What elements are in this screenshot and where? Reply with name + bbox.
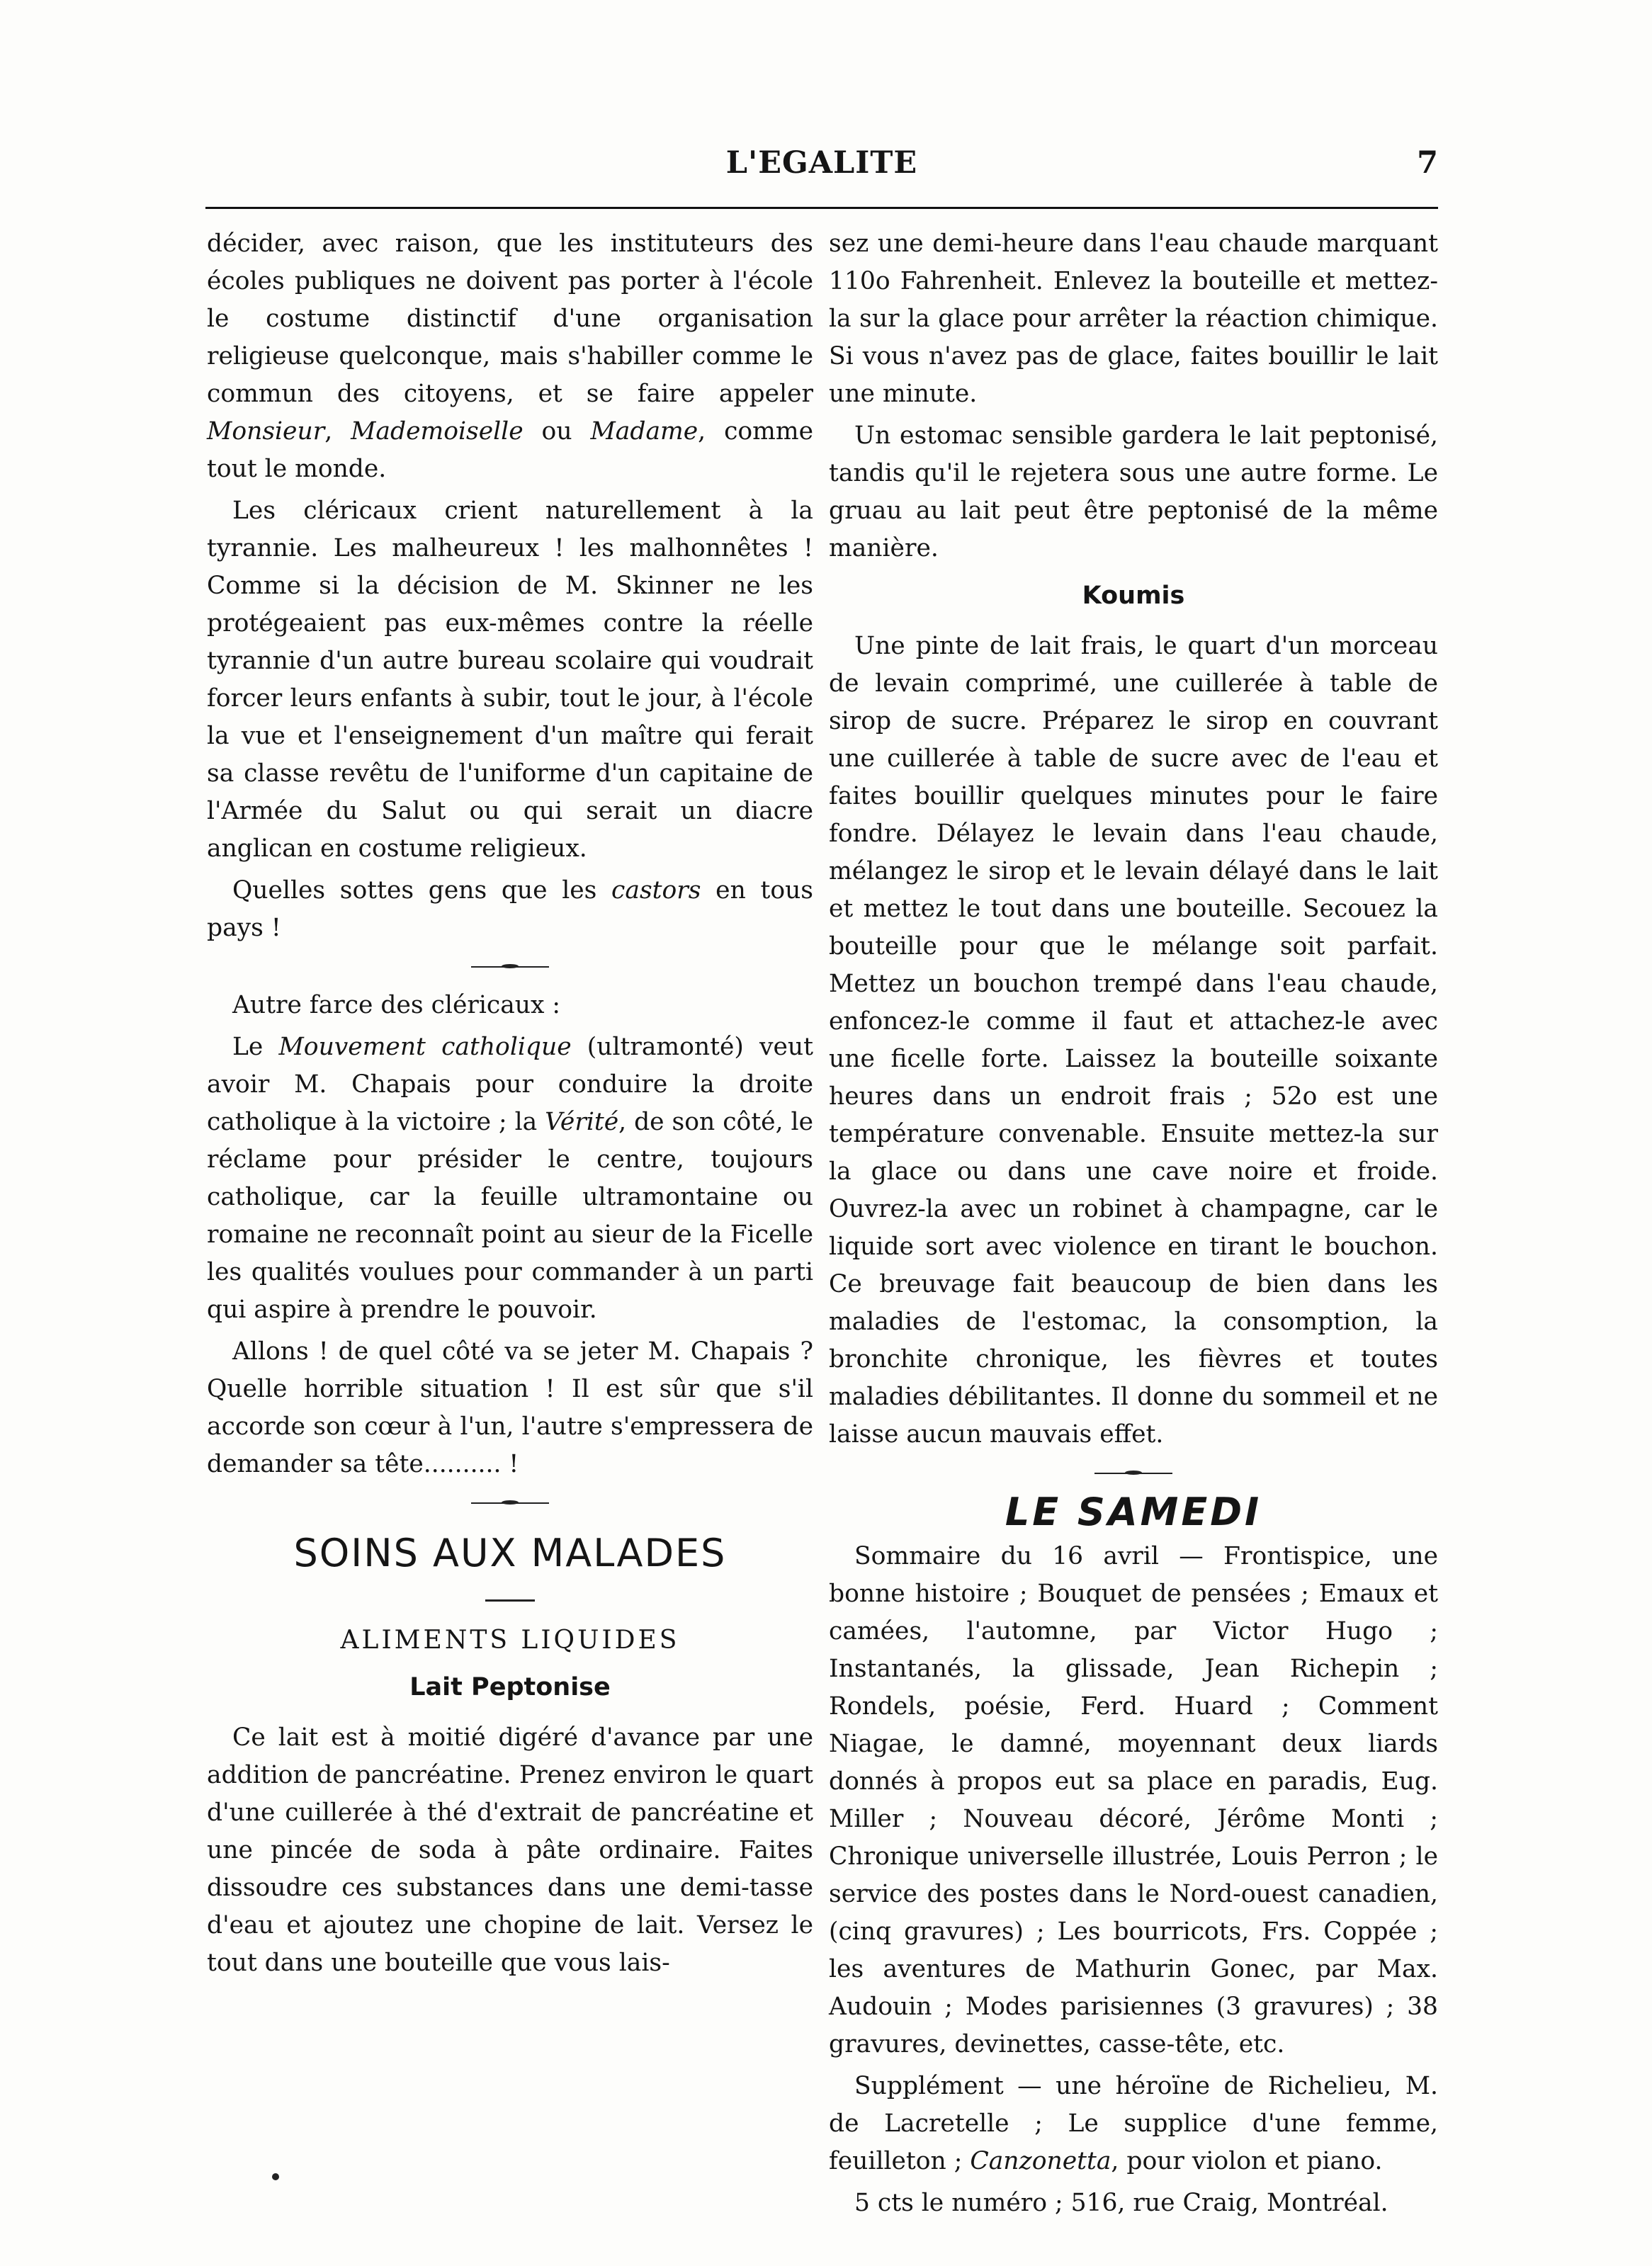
rule-line <box>485 1599 535 1602</box>
left-column <box>207 225 813 1986</box>
page-number: 7 <box>1417 145 1438 181</box>
article-heading: Koumis <box>1082 582 1185 610</box>
italic-text: castors <box>611 876 701 905</box>
article-heading: Lait Peptonise <box>409 1673 611 1701</box>
text-span: Le <box>232 1033 264 1061</box>
text-span: , comme tout le monde. <box>207 417 814 483</box>
italic-text: Mademoiselle <box>351 417 524 446</box>
section-title: SOINS AUX MALADES <box>293 1531 727 1575</box>
short-rule <box>207 1586 813 1614</box>
separator-line <box>471 1502 549 1504</box>
article-paragraph <box>207 1029 813 1329</box>
article-paragraph: sez une demi-heure dans l'eau chaude marquant 110o Fahrenheit. Enlevez la bouteille et mettez-la sur la glace pour arrêter la réaction chimique. Si vous n'avez pas de glace, faites bouillir le lait une minute. <box>829 230 1438 408</box>
article-paragraph: Une pinte de lait frais, le quart d'un morceau de levain comprimé, une cuillerée à table de sirop de sucre. Préparez le sirop en couvrant une cuillerée à table de sucre avec de l'eau et faites bouillir quelques minutes pour le faire fondre. Délayez le levain dans l'eau chaude, mélangez le sirop et le levain délayé dans le lait et mettez le tout dans une bouteille. Secouez la bouteille pour que le mélange soit parfait. Mettez un bouchon trempé dans l'eau chaude, enfoncez-le comme il faut et attachez-le avec une ficelle forte. Laissez la bouteille soixante heures dans un endroit frais ; 52o est une température convenable. Ensuite mettez-la sur la glace ou dans une cave noire et froide. Ouvrez-la avec un robinet à champagne, car le liquide sort avec violence en tirant le bouchon. Ce breuvage fait beaucoup de bien dans les maladies de l'estomac, la consomption, la bronchite chronique, les fièvres et toutes maladies débilitantes. Il donne du sommeil et ne laisse aucun mauvais effet. <box>829 632 1438 1449</box>
article-paragraph: Allons ! de quel côté va se jeter M. Chapais ? Quelle horrible situation ! Il est sûr que s'il accorde son cœur à l'un, l'autre s'empressera de demander sa tête.......... ! <box>207 1337 813 1478</box>
ink-spot <box>272 2173 279 2180</box>
italic-text: Monsieur <box>207 417 325 446</box>
header-rule <box>205 207 1438 209</box>
italic-text: Canzonetta <box>970 2147 1111 2175</box>
text-span: , de son côté, le réclame pour présider le centre, toujours catholique, car la feuille ultramontaine ou romaine ne reconnaît point au sieur de la Ficelle les qualités voulues pour commander à un parti qui aspire à prendre le pouvoir. <box>207 1108 813 1324</box>
newspaper-title: L'EGALITE <box>725 145 918 181</box>
ornamental-separator <box>207 951 813 982</box>
section-title: LE SAMEDI <box>1005 1490 1262 1534</box>
separator-line <box>1094 1473 1172 1474</box>
text-span: décider, avec raison, que les instituteurs des écoles publiques ne doivent pas porter à l'école le costume distinctif d'une organisation religieuse quelconque, mais s'habiller comme le commun des citoyens, et se faire appeler <box>207 230 813 408</box>
text-span: , <box>324 417 333 446</box>
ornamental-separator <box>829 1458 1438 1489</box>
right-column <box>829 225 1438 2226</box>
text-span: , pour violon et piano. <box>1111 2147 1383 2175</box>
article-paragraph: Sommaire du 16 avril — Frontispice, une bonne histoire ; Bouquet de pensées ; Emaux et camées, l'automne, par Victor Hugo ; Instantanés, la glissade, Jean Richepin ; Rondels, poésie, Ferd. Huard ; Comment Niagae, le damné, moyennant deux liards donnés à propos eut sa place en paradis, Eug. Miller ; Nouveau décoré, Jérôme Monti ; Chronique universelle illustrée, Louis Perron ; le service des postes dans le Nord-ouest canadien, (cinq gravures) ; Les bourricots, Frs. Coppée ; les aventures de Mathurin Gonec, par Max. Audouin ; Modes parisiennes (3 gravures) ; 38 gravures, devinettes, casse-tête, etc. <box>829 1542 1438 2058</box>
text-span: ou <box>523 417 591 446</box>
article-paragraph: Les cléricaux crient naturellement à la tyrannie. Les malheureux ! les malhonnêtes ! Comme si la décision de M. Skinner ne les protégeaient pas eux-mêmes contre la réelle tyrannie d'un autre bureau scolaire qui voudrait forcer leurs enfants à subir, tout le jour, à l'école la vue et l'enseignement d'un maître qui ferait sa classe revêtu de l'uniforme d'un capitaine de l'Armée du Salut ou qui serait un diacre anglican en costume religieux. <box>207 497 813 863</box>
article-paragraph <box>207 225 813 488</box>
article-paragraph <box>207 872 813 947</box>
article-paragraph: Ce lait est à moitié digéré d'avance par une addition de pancréatine. Prenez environ le quart d'une cuillerée à thé d'extrait de pancréatine et une pincée de soda à pâte ordinaire. Faites dissoudre ces substances dans une demi-tasse d'eau et ajoutez une chopine de lait. Versez le tout dans une bouteille que vous lais- <box>207 1723 813 1977</box>
separator-line <box>471 966 549 968</box>
subsection-title: ALIMENTS LIQUIDES <box>340 1626 680 1655</box>
ornamental-separator <box>207 1488 813 1519</box>
text-span: Quelles sottes gens que les <box>232 876 597 905</box>
article-paragraph: 5 cts le numéro ; 516, rue Craig, Montréal. <box>854 2189 1388 2217</box>
text-span: Supplément — une héroïne de Richelieu, M. de Lacretelle ; Le supplice d'une femme, feuilleton ; <box>829 2072 1438 2175</box>
text-span: en tous pays ! <box>207 876 814 942</box>
italic-text: Madame <box>590 417 698 446</box>
article-paragraph: Autre farce des cléricaux : <box>232 991 561 1019</box>
article-paragraph <box>829 2068 1438 2180</box>
italic-text: Mouvement catholique <box>278 1033 572 1061</box>
italic-text: Vérité <box>545 1108 619 1136</box>
article-paragraph: Un estomac sensible gardera le lait peptonisé, tandis qu'il le rejetera sous une autre forme. Le gruau au lait peut être peptonisé de la même manière. <box>829 421 1438 562</box>
text-span: (ultramonté) veut avoir M. Chapais pour conduire la droite catholique à la victoire ; la <box>207 1033 813 1136</box>
page-header <box>205 145 1438 195</box>
